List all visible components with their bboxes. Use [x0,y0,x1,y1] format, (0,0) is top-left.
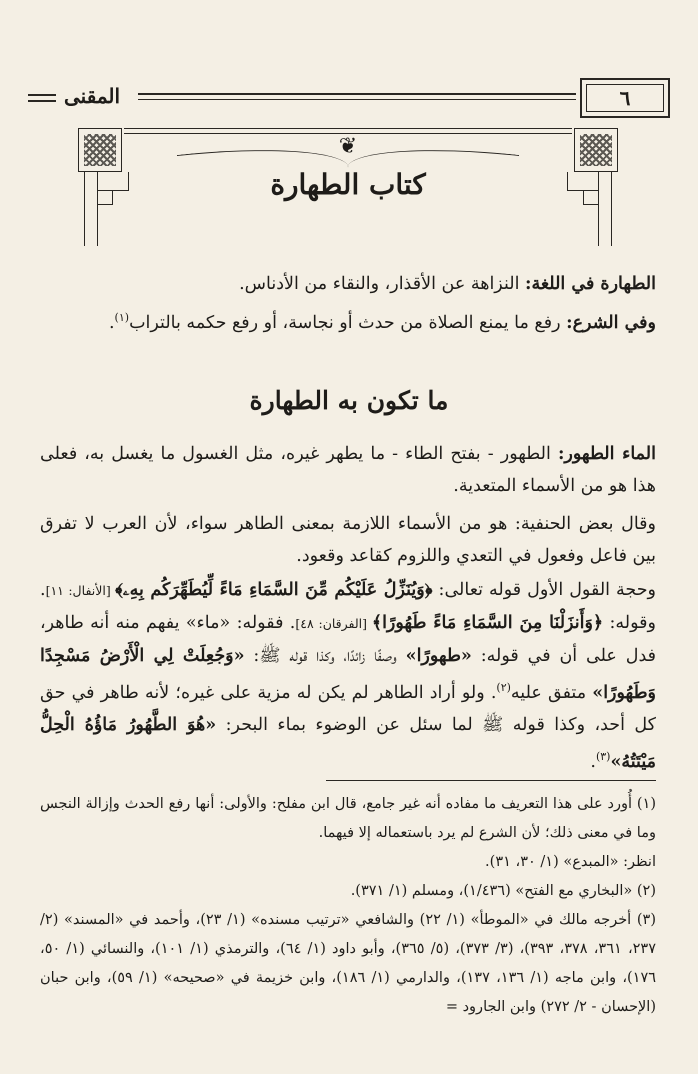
page-number-box [580,78,670,118]
text-shar: رفع ما يمنع الصلاة من حدث أو نجاسة، أو رفع حكمه بالتراب [129,312,567,333]
chapter-frame [78,128,618,248]
paragraph-hanafiyya [40,508,656,572]
text-tahur: الطهور - بفتح الطاء - ما يطهر غيره، مثل الغسول ما يغسل به، فعلى هذا هو من الأسماء المتعدية. [40,444,656,496]
term-lugha: الطهارة في اللغة: [525,274,656,294]
definition-lugha [40,268,656,300]
hadith-quote-2: «هُوَ الطَّهُورُ مَاؤُهُ الْحِلُّ مَيْتَتُهُ» [40,714,656,772]
quran-ref-2: [الفرقان: ٤٨] [295,616,372,631]
section-title: ما تكون به الطهارة [249,386,449,415]
text-lugha: النزاهة عن الأقذار، والنقاء من الأدناس. [239,274,526,294]
footnote-ref-2: (٢) [496,681,511,694]
evidence-d: وصفًا زائدًا، وكذا قوله ﷺ: [244,646,406,666]
footnote-1-source: انظر: «المبدع» (١/ ٣٠، ٣١). [485,854,656,870]
evidence-e: متفق عليه [510,682,593,703]
quran-quote-1: ﴿وَيُنَزِّلُ عَلَيْكُم مِّنَ السَّمَاءِ مَاءً لِّيُطَهِّرَكُم بِهِۦ﴾ [115,580,433,600]
term-shar: وفي الشرع: [566,312,656,333]
quran-ref-1: [الأنفال: ١١] [45,583,116,598]
header-rule [138,93,576,100]
footnote-2: (٢) «البخاري مع الفتح» (١/٤٣٦)، ومسلم (١/ ٣٧١). [350,883,656,899]
page-number: ٦ [619,86,631,110]
term-tahur: الماء الطهور: [557,444,656,464]
crest-ornament-icon: ❦ [338,134,358,159]
frame-corner-left [78,128,122,172]
text-shar-end: . [108,312,115,333]
footnote-1: (١) أُورد على هذا التعريف ما مفاده أنه غير جامع، قال ابن مفلح: والأولى: أنها رفع الحدث وإزالة النجس وما في معنى ذلك؛ لأن الشرع لم يرد باستعماله إلا فيهما. [40,796,656,841]
paragraph-tahur [40,438,656,502]
footnote-3: (٣) أخرجه مالك في «الموطأ» (١/ ٢٢) والشافعي «ترتيب مسنده» (١/ ٢٣)، وأحمد في «المسند» (٢/ ٢٣٧، ٣٦١، ٣٧٨، ٣٩٣)، (٣/ ٣٧٣)، (٥/ ٣٦٥)، وأبو داود (١/ ٦٤)، والترمذي (١/ ١٠١)، والنسائي (١/ ٥٠، ١٧٦)، وابن ماجه (١/ ١٣٦، ١٣٧)، والدارمي (١/ ١٨٦)، وابن خزيمة في «صحيحه» (١/ ٥٩)، وابن حبان (الإحسان - ٢/ ٢٧٢) وابن الجارود = [40,912,657,1015]
evidence-end: . [590,751,596,772]
footnote-separator [326,780,656,781]
footnote-ref-1: (١) [114,311,130,324]
definition-shar [40,302,656,339]
evidence-b: . وقوله: [40,580,656,633]
header-dash [28,94,56,102]
chapter-title: كتاب الطهارة [270,168,426,201]
evidence-f: . ولو أراد الطاهر لم يكن له مزية على غيره؛ لأنه طاهر في حق كل أحد، وكذا قوله ﷺ لما سئل عن الوضوء بماء البحر: [40,682,656,735]
lattice-ornament-icon [580,134,612,166]
frame-corner-right [574,128,618,172]
quote-tahuran: «طهورًا» [405,646,472,666]
quran-quote-2: ﴿وَأَنزَلْنَا مِنَ السَّمَاءِ مَاءً طَهُورًا﴾ [371,613,604,633]
text-hanafiyya: وقال بعض الحنفية: هو من الأسماء اللازمة بمعنى الطاهر سواء، لأن العرب لا تفرق بين فاعل وفعول في التعدي واللزوم كقاعد وقعود. [40,514,656,566]
frame-top-line [124,128,572,129]
hadith-quote-1: «وَجُعِلَتْ لِي الْأَرْضُ مَسْجِدًا وَطَهُورًا» [40,646,656,703]
evidence-c: . فقوله: «ماء» يفهم منه أنه طاهر، فدل على أن في قوله: [40,613,656,666]
footnote-ref-3: (٣) [595,749,611,763]
page-header [28,78,670,118]
evidence-a: وحجة القول الأول قوله تعالى: [432,580,656,600]
running-title: المقنى [64,84,121,108]
lattice-ornament-icon [84,134,116,166]
paragraph-evidence [40,574,656,778]
